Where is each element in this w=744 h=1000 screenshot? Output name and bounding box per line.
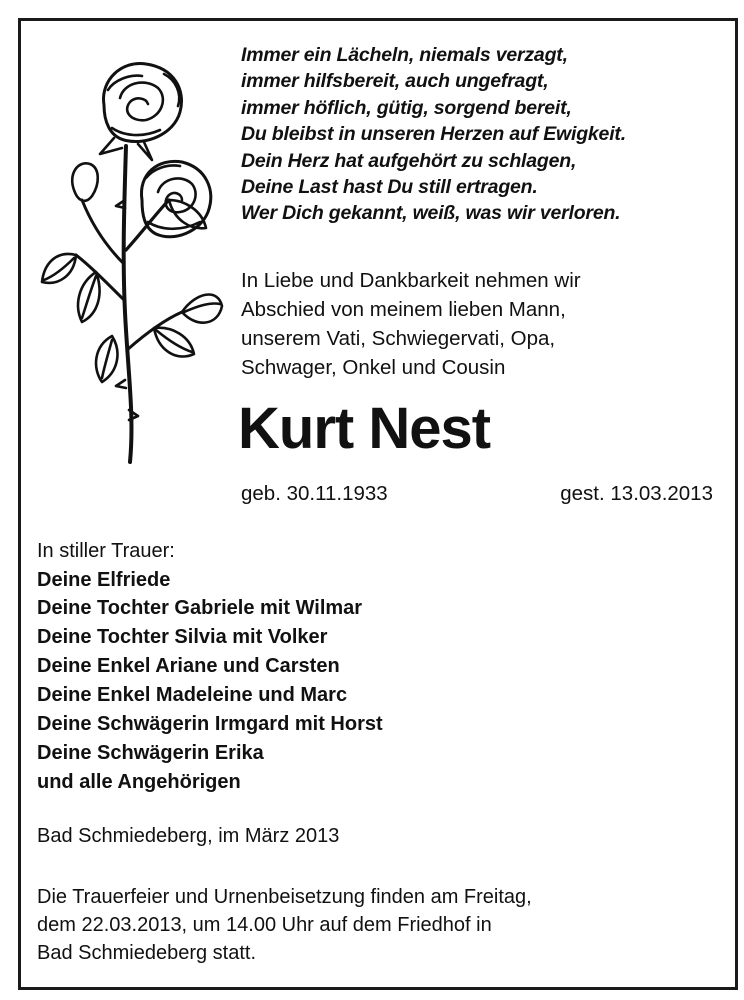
mourner: Deine Enkel Madeleine und Marc: [37, 684, 348, 707]
place-and-date: Bad Schmiedeberg, im März 2013: [37, 825, 340, 847]
service-line: Bad Schmiedeberg statt.: [37, 942, 257, 964]
poem-line: immer höflich, gütig, sorgend bereit,: [241, 96, 572, 119]
service-line: Die Trauerfeier und Urnenbeisetzung finden am Freitag,: [37, 886, 532, 908]
farewell-line: In Liebe und Dankbarkeit nehmen wir: [241, 269, 581, 292]
mourner: Deine Tochter Silvia mit Volker: [37, 626, 328, 649]
poem-line: Deine Last hast Du still ertragen.: [241, 176, 538, 199]
mourner: Deine Schwägerin Irmgard mit Horst: [37, 713, 383, 736]
birth-date: geb. 30.11.1933: [241, 482, 388, 505]
deceased-name: Kurt Nest: [238, 396, 491, 461]
rose-icon: [34, 50, 224, 470]
farewell-line: unserem Vati, Schwiegervati, Opa,: [241, 327, 556, 350]
mourners-label: In stiller Trauer:: [37, 540, 175, 562]
mourners-list: [37, 537, 383, 797]
mourner: Deine Schwägerin Erika: [37, 741, 264, 764]
mourner: Deine Tochter Gabriele mit Wilmar: [37, 597, 363, 620]
poem-line: Immer ein Lächeln, niemals verzagt,: [241, 44, 568, 66]
death-date: gest. 13.03.2013: [560, 482, 713, 505]
farewell-line: Abschied von meinem lieben Mann,: [241, 298, 566, 321]
farewell-line: Schwager, Onkel und Cousin: [241, 356, 506, 379]
service-info: [37, 883, 532, 967]
poem-line: immer hilfsbereit, auch ungefragt,: [241, 70, 549, 93]
farewell-text: [241, 266, 721, 382]
poem: [241, 42, 731, 227]
mourner: Deine Elfriede: [37, 568, 171, 591]
life-dates: [241, 480, 713, 508]
poem-line: Wer Dich gekannt, weiß, was wir verloren.: [241, 202, 621, 225]
mourner: und alle Angehörigen: [37, 770, 241, 793]
poem-line: Dein Herz hat aufgehört zu schlagen,: [241, 149, 577, 172]
service-line: dem 22.03.2013, um 14.00 Uhr auf dem Friedhof in: [37, 914, 492, 936]
mourner: Deine Enkel Ariane und Carsten: [37, 655, 340, 678]
poem-line: Du bleibst in unseren Herzen auf Ewigkeit.: [241, 123, 626, 146]
